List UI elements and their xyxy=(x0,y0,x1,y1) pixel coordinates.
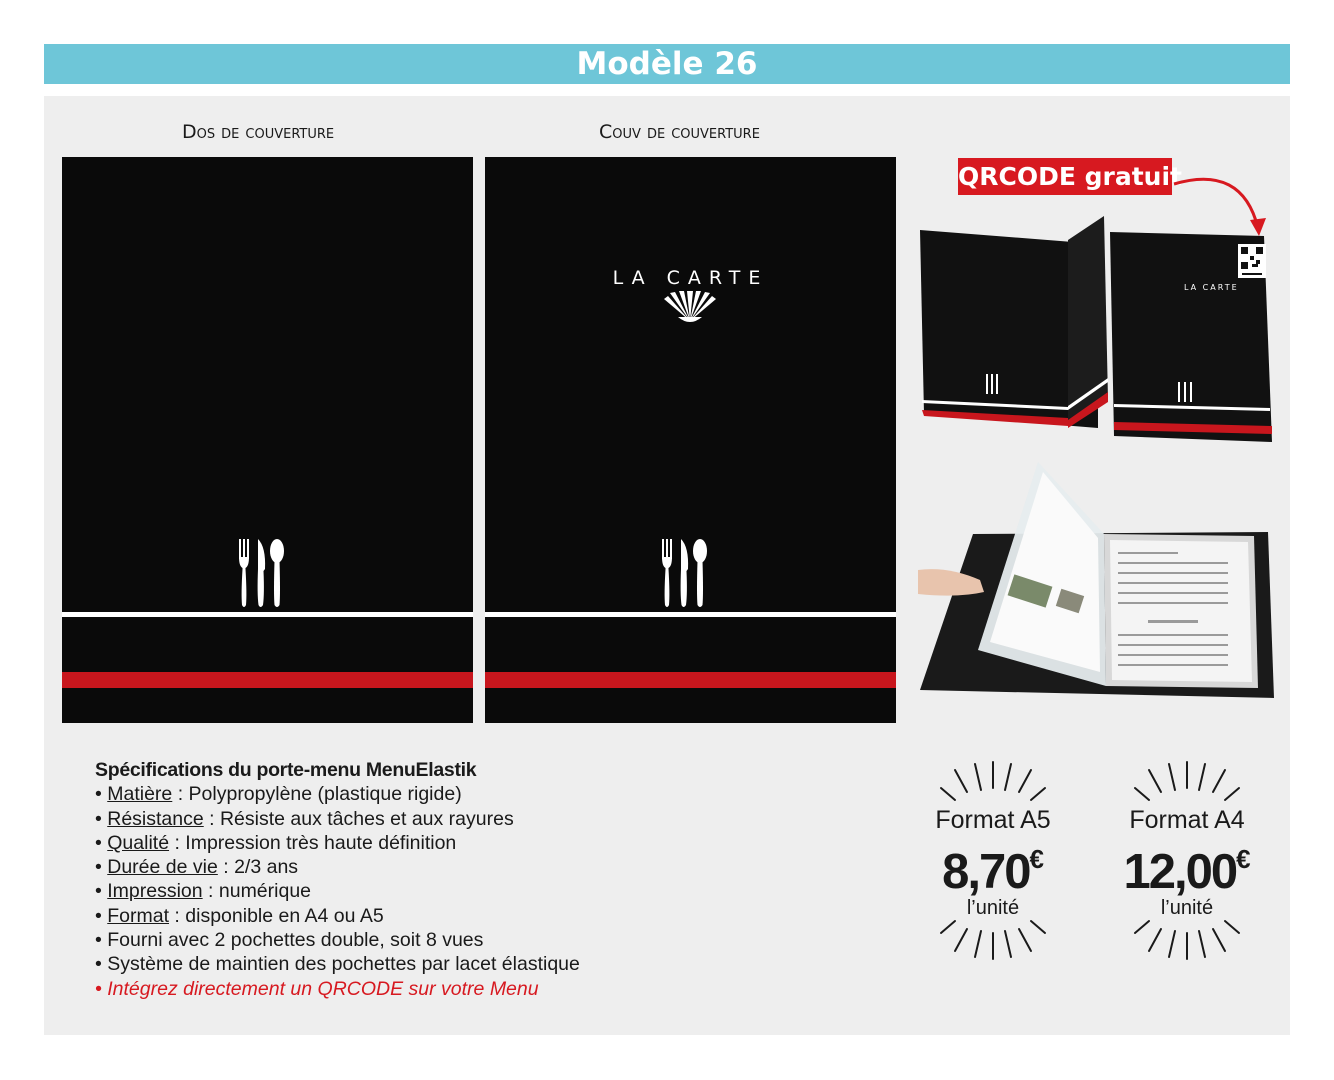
burst-rays-icon xyxy=(1129,919,1245,961)
cover-red-stripe xyxy=(62,672,473,688)
price-a5 xyxy=(893,760,1093,961)
price-unit: l’unité xyxy=(1160,897,1214,919)
qrcode-promo: • Intégrez directement un QRCODE sur votre Menu xyxy=(95,977,539,1000)
spec-item: • Impression : numérique xyxy=(95,880,312,903)
back-cover-preview xyxy=(62,157,473,723)
model-title-banner xyxy=(44,44,1290,84)
spec-item: • Fourni avec 2 pochettes double, soit 8 vues xyxy=(95,929,484,952)
folded-menu-photo xyxy=(918,214,1278,446)
price-a4 xyxy=(1087,760,1287,961)
back-cover-label: Dos de couverture xyxy=(182,121,335,143)
front-cover-preview xyxy=(485,157,896,723)
specs-title: Spécifications du porte-menu MenuElastik xyxy=(95,759,477,781)
burst-rays-icon xyxy=(1129,760,1245,802)
spec-item: • Format : disponible en A4 ou A5 xyxy=(95,904,384,927)
spec-item: • Durée de vie : 2/3 ans xyxy=(95,856,299,879)
qrcode-free-badge: QRCODE gratuit xyxy=(958,158,1172,195)
model-title: Modèle 26 xyxy=(576,46,758,82)
folded-menu-brand: LA CARTE xyxy=(1184,283,1239,292)
specifications xyxy=(95,758,580,1001)
cutlery-icon xyxy=(236,539,286,609)
cutlery-icon xyxy=(659,539,709,609)
price-format: Format A4 xyxy=(1129,806,1245,834)
spec-item: • Système de maintien des pochettes par lacet élastique xyxy=(95,953,580,976)
price-amount: 8,70€ xyxy=(942,844,1044,899)
front-cover-label: Couv de couverture xyxy=(599,121,760,143)
spec-item: • Matière : Polypropylène (plastique rigide) xyxy=(95,783,462,806)
price-amount: 12,00€ xyxy=(1123,844,1251,899)
burst-rays-icon xyxy=(935,760,1051,802)
cover-brand-text: LA CARTE xyxy=(612,267,769,289)
sunburst-fan-icon xyxy=(660,291,720,325)
spec-item: • Résistance : Résiste aux tâches et aux rayures xyxy=(95,807,514,830)
open-menu-photo xyxy=(918,462,1278,702)
price-unit: l’unité xyxy=(966,897,1020,919)
burst-rays-icon xyxy=(935,919,1051,961)
cover-red-stripe xyxy=(485,672,896,688)
price-format: Format A5 xyxy=(935,806,1051,834)
cover-white-stripe xyxy=(62,612,473,617)
spec-item: • Qualité : Impression très haute définition xyxy=(95,831,457,854)
cover-white-stripe xyxy=(485,612,896,617)
